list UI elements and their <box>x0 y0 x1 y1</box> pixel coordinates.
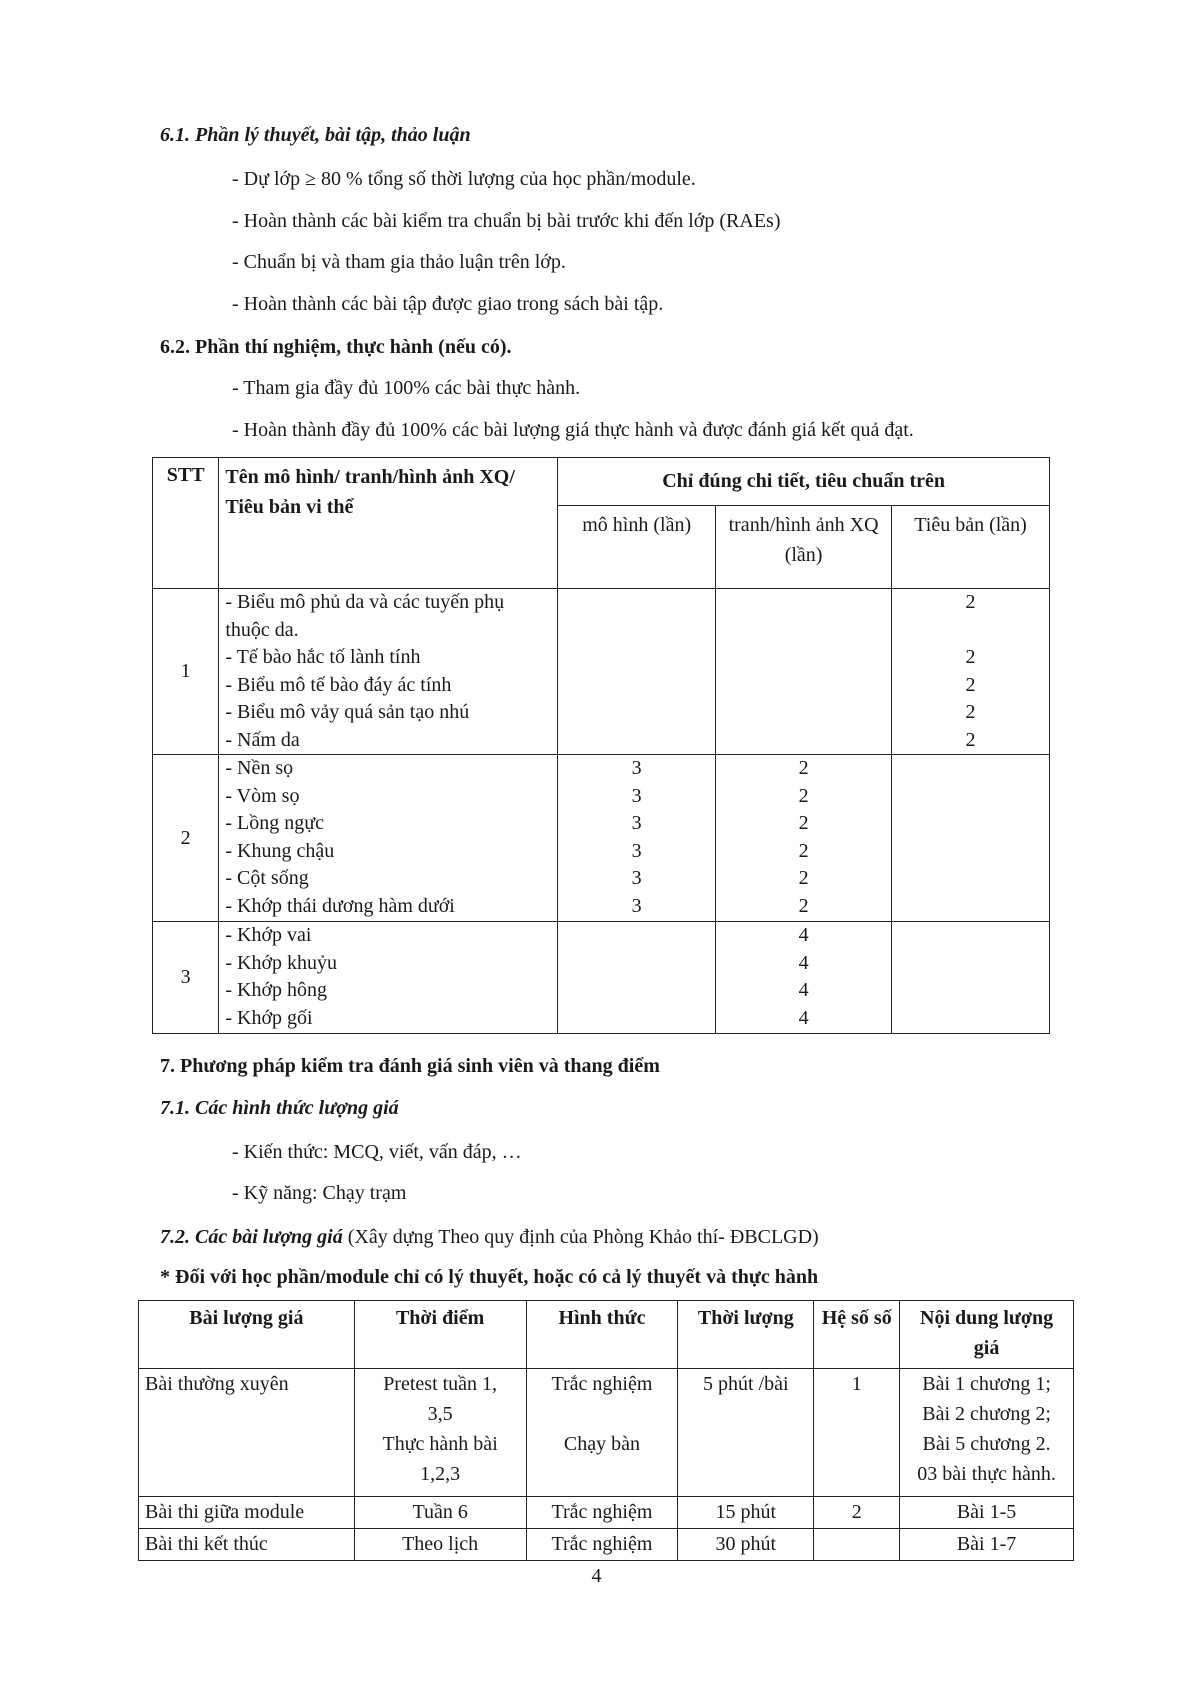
value: 03 bài thực hành. <box>917 1463 1056 1485</box>
value: 2 <box>798 867 809 889</box>
list-item: - Khớp khuỷu <box>225 951 338 974</box>
cell-model <box>558 755 716 922</box>
sec62-item: - Tham gia đầy đủ 100% các bài thực hành. <box>232 377 581 399</box>
sec62-item: - Hoàn thành đầy đủ 100% các bài lượng giá thực hành và được đánh giá kết quả đạt. <box>232 419 914 441</box>
assessment-name: Bài thi kết thúc <box>139 1529 355 1561</box>
header-model: mô hình (lần) <box>558 506 716 589</box>
list-item: - Biểu mô tế bào đáy ác tính <box>225 673 452 696</box>
section-7-2-note: (Xây dựng Theo quy định của Phòng Khảo thí- ĐBCLGD) <box>342 1226 819 1248</box>
assessment-content: Bài 1-7 <box>900 1529 1074 1561</box>
list-item: - Vòm sọ <box>225 784 300 807</box>
value: 2 <box>798 812 809 834</box>
module-note: * Đối với học phần/module chỉ có lý thuyết, hoặc có cả lý thuyết và thực hành <box>160 1266 819 1288</box>
section-6-1-title: 6.1. Phần lý thuyết, bài tập, thảo luận <box>160 124 471 146</box>
row-stt: 2 <box>153 755 219 922</box>
value: 3 <box>631 894 642 917</box>
header-time: Thời điểm <box>354 1301 526 1369</box>
list-item: - Khung chậu <box>225 839 335 862</box>
cell-image <box>716 922 892 1034</box>
section-7-2-title <box>160 1226 819 1249</box>
value: 3 <box>631 839 642 862</box>
sec61-item: - Chuẩn bị và tham gia thảo luận trên lớp. <box>232 251 566 273</box>
assessment-time: Tuần 6 <box>354 1497 526 1529</box>
value: 2 <box>798 757 809 779</box>
cell-image <box>716 589 892 755</box>
cell-image <box>716 755 892 922</box>
list-item: - Khớp gối <box>225 1006 313 1029</box>
row-items <box>219 589 558 755</box>
assessment-coefficient: 2 <box>814 1497 900 1529</box>
assessment-content: Bài 1-5 <box>900 1497 1074 1529</box>
cell-model <box>558 589 716 755</box>
value: 1,2,3 <box>420 1463 461 1485</box>
sec61-item: - Hoàn thành các bài tập được giao trong sách bài tập. <box>232 293 664 315</box>
assessment-time <box>354 1369 526 1497</box>
value: Pretest tuần 1, <box>383 1373 498 1395</box>
assessment-duration: 30 phút <box>678 1529 814 1561</box>
header-name: Tên mô hình/ tranh/hình ảnh XQ/ Tiêu bản vi thể <box>219 458 558 589</box>
sec71-item: - Kỹ năng: Chạy trạm <box>232 1182 407 1204</box>
value: 2 <box>798 894 809 917</box>
list-item: - Nấm da <box>225 728 300 751</box>
practice-requirements-table <box>152 457 1050 1034</box>
value: 2 <box>965 591 976 613</box>
header-form: Hình thức <box>526 1301 678 1369</box>
value: Bài 5 chương 2. <box>922 1433 1051 1455</box>
value: 3 <box>631 757 642 779</box>
value: 3 <box>631 867 642 889</box>
header-assessment: Bài lượng giá <box>139 1301 355 1369</box>
value: Chạy bàn <box>563 1433 640 1455</box>
value: Bài 1 chương 1; <box>922 1373 1051 1395</box>
row-items <box>219 755 558 922</box>
cell-model <box>558 922 716 1034</box>
value: 2 <box>798 784 809 807</box>
list-item: - Lồng ngực <box>225 812 324 834</box>
header-stt: STT <box>153 458 219 589</box>
spacer <box>898 617 1043 645</box>
value: 3 <box>631 812 642 834</box>
assessment-name: Bài thường xuyên <box>139 1369 355 1497</box>
list-item: - Khớp hông <box>225 979 328 1001</box>
value: Thực hành bài <box>382 1433 498 1455</box>
assessment-table <box>138 1300 1074 1561</box>
value: Trắc nghiệm <box>551 1373 653 1395</box>
value: 4 <box>798 979 809 1001</box>
section-6-2-title: 6.2. Phần thí nghiệm, thực hành (nếu có). <box>160 336 512 358</box>
sec71-item: - Kiến thức: MCQ, viết, vấn đáp, … <box>232 1141 522 1163</box>
list-item: - Tế bào hắc tố lành tính <box>225 646 421 668</box>
value: 2 <box>965 673 976 696</box>
row-items <box>219 922 558 1034</box>
spacer <box>533 1399 672 1429</box>
cell-specimen <box>892 589 1050 755</box>
page-number: 4 <box>591 1565 602 1587</box>
assessment-content <box>900 1369 1074 1497</box>
value: 3 <box>631 784 642 807</box>
sec61-item: - Hoàn thành các bài kiểm tra chuẩn bị bài trước khi đến lớp (RAEs) <box>232 210 781 232</box>
cell-specimen <box>892 922 1050 1034</box>
list-item: - Biểu mô phủ da và các tuyến phụ thuộc da. <box>225 591 505 641</box>
cell-specimen <box>892 755 1050 922</box>
value: 4 <box>798 951 809 974</box>
section-7-1-title: 7.1. Các hình thức lượng giá <box>160 1097 399 1119</box>
assessment-duration: 15 phút <box>678 1497 814 1529</box>
assessment-name: Bài thi giữa module <box>139 1497 355 1529</box>
list-item: - Khớp vai <box>225 924 312 946</box>
header-image: tranh/hình ảnh XQ (lần) <box>716 506 892 589</box>
list-item: - Cột sống <box>225 867 309 889</box>
assessment-time: Theo lịch <box>354 1529 526 1561</box>
value: 2 <box>798 839 809 862</box>
row-stt: 3 <box>153 922 219 1034</box>
value: Bài 2 chương 2; <box>922 1403 1051 1425</box>
value: 2 <box>965 701 976 723</box>
header-specimen: Tiêu bản (lần) <box>892 506 1050 589</box>
value: 2 <box>965 646 976 668</box>
header-coefficient: Hệ số số <box>814 1301 900 1369</box>
value: 2 <box>965 728 976 751</box>
list-item: - Biểu mô vảy quá sản tạo nhú <box>225 701 470 723</box>
assessment-coefficient: 1 <box>814 1369 900 1497</box>
section-7-2-title-text: 7.2. Các bài lượng giá <box>160 1226 343 1248</box>
row-stt: 1 <box>153 589 219 755</box>
list-item: - Khớp thái dương hàm dưới <box>225 894 455 917</box>
list-item: - Nền sọ <box>225 757 294 779</box>
sec61-item: - Dự lớp ≥ 80 % tổng số thời lượng của học phần/module. <box>232 168 696 190</box>
assessment-form: Trắc nghiệm <box>526 1529 678 1561</box>
value: 4 <box>798 924 809 946</box>
assessment-duration: 5 phút /bài <box>678 1369 814 1497</box>
section-7-title: 7. Phương pháp kiểm tra đánh giá sinh viên và thang điểm <box>160 1055 660 1077</box>
assessment-coefficient <box>814 1529 900 1561</box>
header-group: Chỉ đúng chi tiết, tiêu chuẩn trên <box>558 458 1050 506</box>
value: 4 <box>798 1006 809 1029</box>
header-duration: Thời lượng <box>678 1301 814 1369</box>
value: 3,5 <box>427 1403 453 1425</box>
assessment-form <box>526 1369 678 1497</box>
assessment-form: Trắc nghiệm <box>526 1497 678 1529</box>
header-content: Nội dung lượng giá <box>900 1301 1074 1369</box>
